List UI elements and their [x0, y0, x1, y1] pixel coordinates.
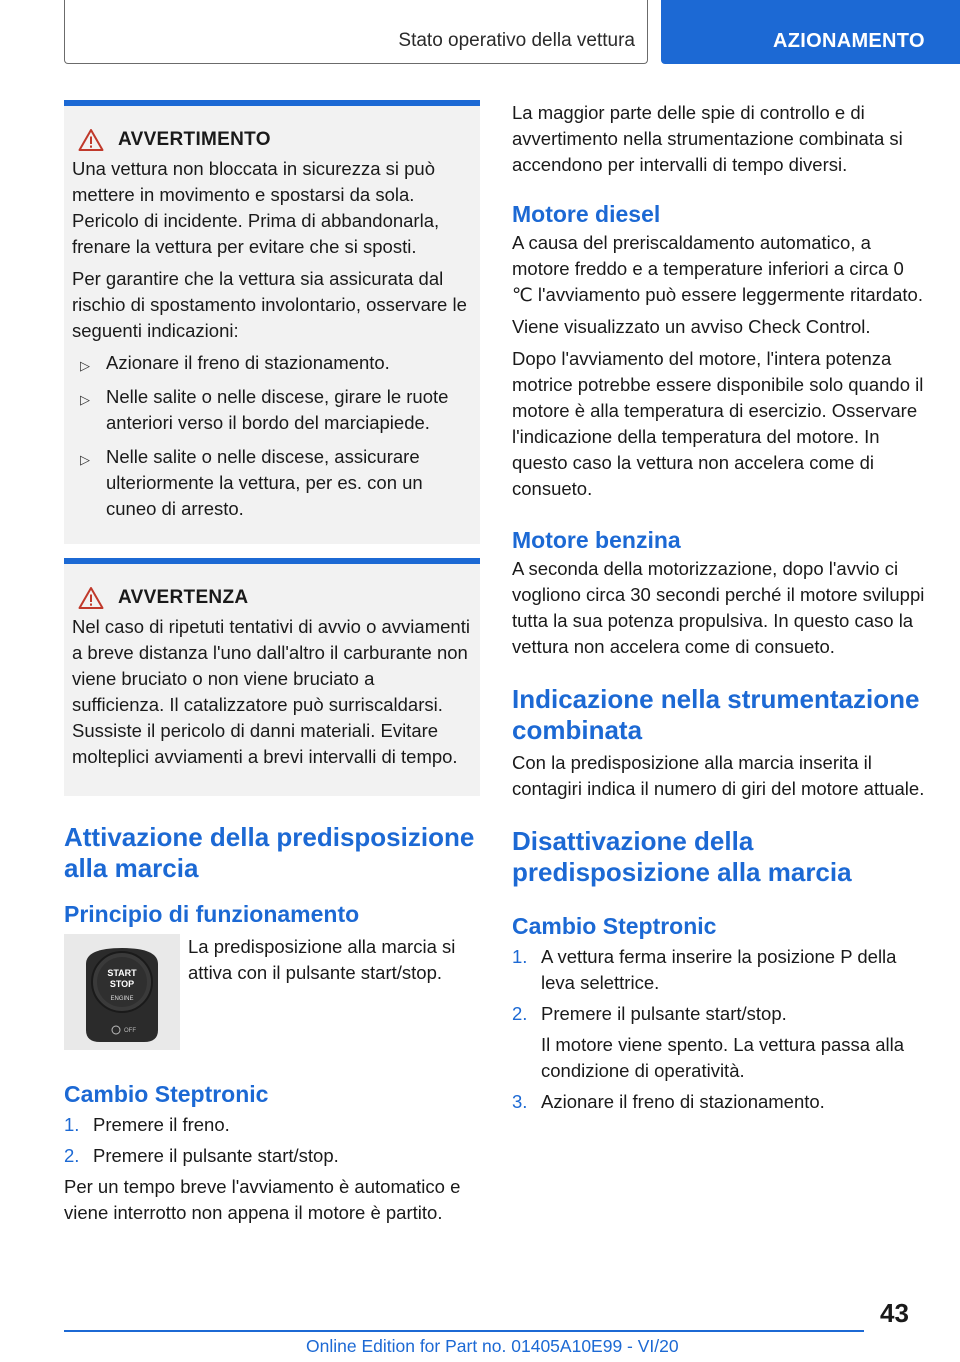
display-text: Con la predisposizione alla marcia inserita il contagiri indica il numero di giri del motore attuale.	[512, 752, 925, 799]
heading-steptronic: Cambio Steptronic	[64, 1081, 269, 1107]
warning-triangle-icon	[78, 586, 104, 610]
list-item: 2. Premere il pulsante start/stop.	[64, 1145, 339, 1166]
list-item: 1. A vettura ferma inserire la posizione P della leva selettrice.	[512, 946, 897, 993]
button-off-label: OFF	[124, 1028, 136, 1034]
footer-divider	[64, 1330, 864, 1332]
footer-edition: Online Edition for Part no. 01405A10E99 - VI/20	[306, 1336, 679, 1356]
page-number: 43	[880, 1298, 909, 1328]
button-start-label: START	[107, 968, 137, 978]
heading-steptronic: Cambio Steptronic	[512, 913, 717, 939]
list-item: 3. Azionare il freno di stazionamento.	[512, 1091, 825, 1112]
diesel-text: A causa del preriscaldamento automatico, a motore freddo e a temperature inferiori a circa 0 ℃ l'avviamento può essere leggermente ritardato.	[512, 232, 923, 305]
warning-header	[72, 128, 470, 152]
list-item: 1. Premere il freno.	[64, 1114, 230, 1135]
button-engine-label: ENGINE	[110, 996, 134, 1002]
warning-header	[72, 586, 470, 610]
diesel-text: Viene visualizzato un avviso Check Control.	[512, 316, 871, 337]
bullet-triangle-icon: ▷	[80, 392, 90, 407]
heading-deactivation: Disattivazione della predisposizione alla marcia	[512, 826, 852, 887]
bullet-triangle-icon: ▷	[80, 358, 90, 373]
steps-list	[512, 944, 928, 1115]
heading-activation: Attivazione della predisposizione alla marcia	[64, 822, 475, 883]
step-subtext: Il motore viene spento. La vettura passa alla condizione di operatività.	[541, 1034, 905, 1081]
start-stop-button-image	[64, 934, 180, 1050]
heading-principle: Principio di funzionamento	[64, 901, 360, 927]
warning-title: AVVERTENZA	[118, 587, 249, 608]
warning-title: AVVERTIMENTO	[118, 129, 271, 150]
warning-box-avvertenza	[64, 558, 480, 796]
list-item: ▷ Nelle salite o nelle discese, girare le ruote anteriori verso il bordo del marciapiede.	[80, 386, 449, 433]
heading-petrol: Motore benzina	[512, 527, 681, 553]
warning-text: Nel caso di ripetuti tentativi di avvio o avviamenti a breve distanza l'uno dall'altro il carburante non viene bruciato o non viene bruciato a sufficienza. Il catalizzatore può surriscaldarsi. Sussiste il pericolo di danni materiali. Evitare molteplici avviamenti a brevi intervalli di tempo.	[72, 616, 470, 767]
intro-text: La maggior parte delle spie di controllo e di avvertimento nella strumentazione combinata si accendono per intervalli di tempo diversi.	[512, 102, 903, 175]
heading-diesel: Motore diesel	[512, 201, 661, 227]
warning-bullet-list	[72, 350, 470, 522]
list-item: 2. Premere il pulsante start/stop. Il motore viene spento. La vettura passa alla condizione di operatività.	[512, 1001, 928, 1084]
header-section-box	[64, 0, 648, 64]
steps-list	[64, 1112, 480, 1169]
steps-note: Per un tempo breve l'avviamento è automatico e viene interrotto non appena il motore è partito.	[64, 1176, 461, 1223]
petrol-text: A seconda della motorizzazione, dopo l'avvio ci vogliono circa 30 secondi perché il motore sviluppi tutta la sua potenza propulsiva. In questo caso la vettura non accelera come di consueto.	[512, 558, 925, 657]
warning-box-avvertimento	[64, 100, 480, 544]
bullet-triangle-icon: ▷	[80, 452, 90, 467]
warning-text: Una vettura non bloccata in sicurezza si può mettere in movimento e spostarsi da sola. Pericolo di incidente. Prima di abbandonarla, frenare la vettura per evitare che si sposti.	[72, 158, 440, 257]
warning-text: Per garantire che la vettura sia assicurata dal rischio di spostamento involontario, osservare le seguenti indicazioni:	[72, 268, 467, 341]
button-stop-label: STOP	[109, 979, 135, 989]
start-stop-button-icon	[64, 934, 180, 1050]
right-column	[512, 100, 928, 1120]
heading-display: Indicazione nella strumentazione combinata	[512, 684, 920, 745]
list-item: ▷ Nelle salite o nelle discese, assicurare ulteriormente la vettura, per es. con un cuneo di arresto.	[80, 446, 423, 519]
header-chapter-tab[interactable]	[661, 0, 960, 64]
principle-figure-row	[64, 934, 480, 1050]
principle-text: La predisposizione alla marcia si attiva con il pulsante start/stop.	[188, 936, 456, 983]
left-column	[64, 100, 480, 1226]
diesel-text: Dopo l'avviamento del motore, l'intera potenza motrice potrebbe essere disponibile solo quando il motore è alla temperatura di esercizio. Osservare l'indicazione della temperatura del motore. In questo caso la vettura non accelera come di consueto.	[512, 348, 924, 499]
header-chapter-title: AZIONAMENTO	[773, 30, 925, 52]
warning-triangle-icon	[78, 128, 104, 152]
list-item: ▷ Azionare il freno di stazionamento.	[72, 350, 470, 376]
header-section-title: Stato operativo della vettura	[398, 30, 635, 51]
